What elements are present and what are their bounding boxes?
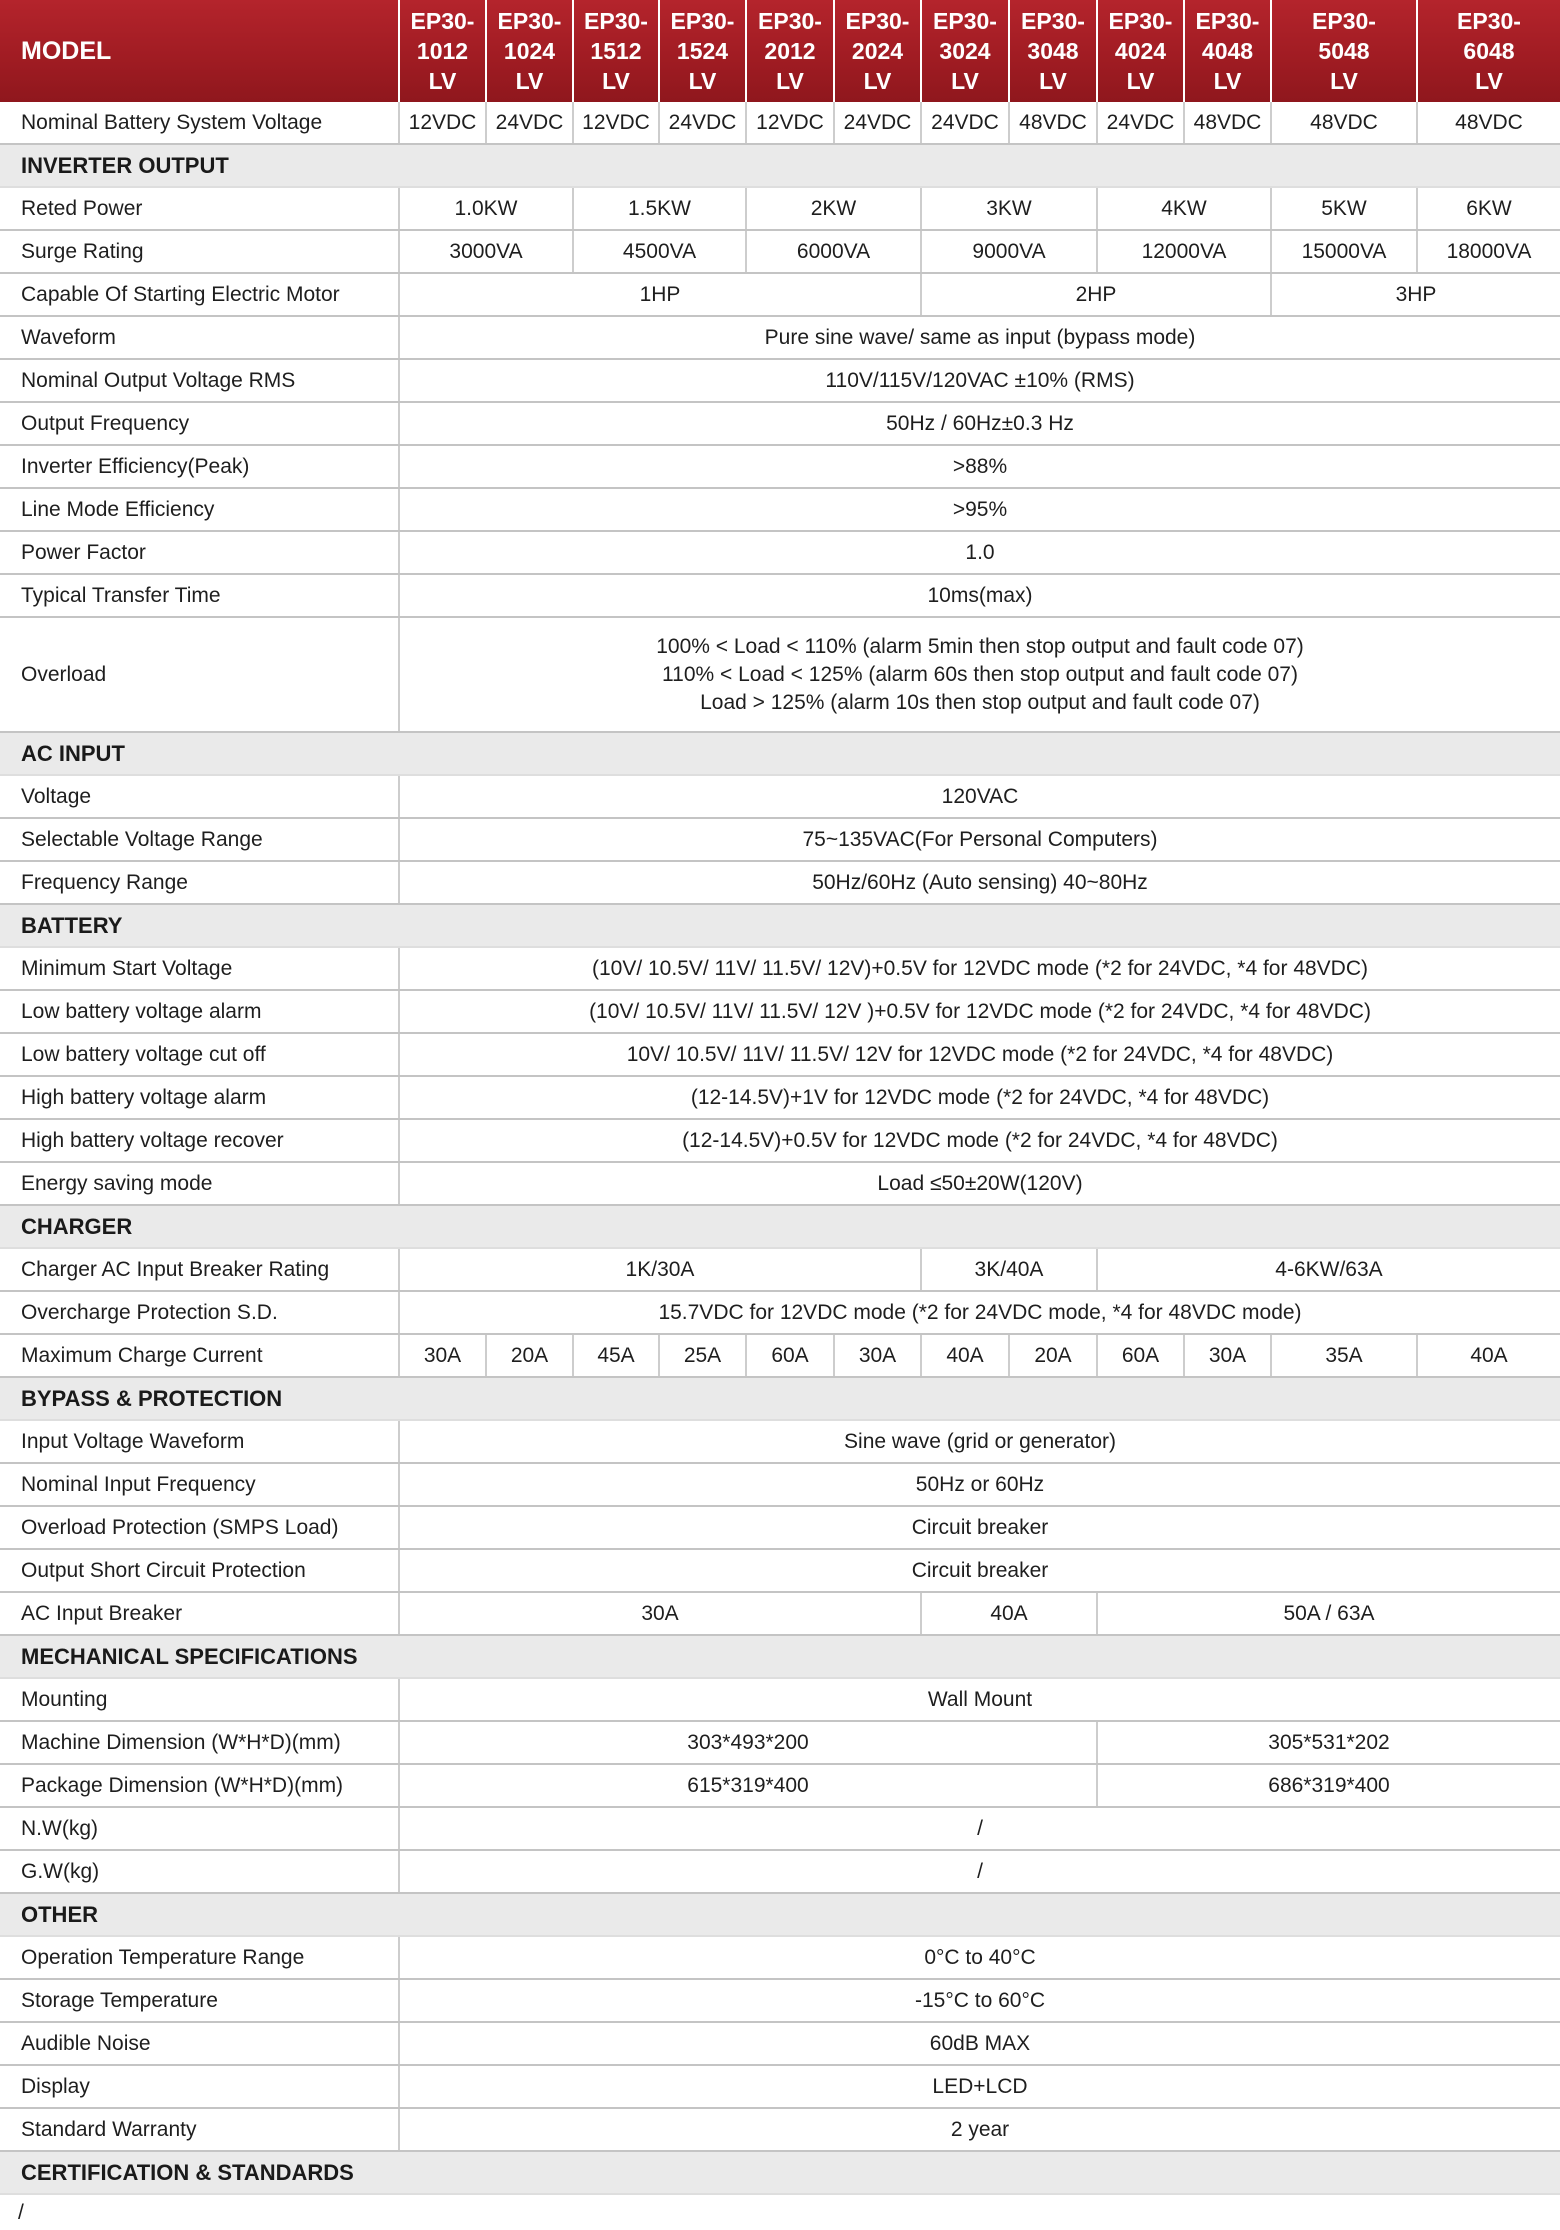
spec-value: Sine wave (grid or generator) xyxy=(398,1421,1560,1462)
spec-value: 48VDC xyxy=(1008,102,1096,143)
spec-row-charger-breaker-rating xyxy=(0,1249,1560,1292)
model-column-header xyxy=(1183,0,1270,102)
spec-value: 50Hz / 60Hz±0.3 Hz xyxy=(398,403,1560,444)
spec-value: Load ≤50±20W(120V) xyxy=(398,1163,1560,1204)
spec-row-rated-power xyxy=(0,188,1560,231)
spec-label: Selectable Voltage Range xyxy=(21,827,263,851)
spec-label: Storage Temperature xyxy=(21,1988,218,2012)
model-column-header xyxy=(833,0,920,102)
model-column-header xyxy=(572,0,658,102)
spec-value: 15.7VDC for 12VDC mode (*2 for 24VDC mode, *4 for 48VDC mode) xyxy=(398,1292,1560,1333)
spec-label: Line Mode Efficiency xyxy=(21,497,215,521)
spec-row-input-voltage xyxy=(0,776,1560,819)
model-column-header xyxy=(658,0,745,102)
spec-value: 2HP xyxy=(920,274,1270,315)
spec-label: Charger AC Input Breaker Rating xyxy=(21,1257,330,1281)
spec-value: Pure sine wave/ same as input (bypass mode) xyxy=(398,317,1560,358)
spec-row-low-battery-alarm xyxy=(0,991,1560,1034)
section-heading-charger: CHARGER xyxy=(0,1206,1560,1249)
spec-value: 1.0KW xyxy=(398,188,572,229)
spec-value: 20A xyxy=(485,1335,572,1376)
spec-value: 18000VA xyxy=(1416,231,1560,272)
section-heading-ac-input: AC INPUT xyxy=(0,733,1560,776)
spec-row-high-battery-alarm xyxy=(0,1077,1560,1120)
spec-value: 2 year xyxy=(398,2109,1560,2150)
spec-label: Typical Transfer Time xyxy=(21,583,221,607)
spec-label: Minimum Start Voltage xyxy=(21,956,233,980)
spec-row-net-weight xyxy=(0,1808,1560,1851)
model-number: 4024 xyxy=(1114,38,1167,64)
spec-label: Capable Of Starting Electric Motor xyxy=(21,282,340,306)
model-column-header xyxy=(920,0,1008,102)
spec-value: 12VDC xyxy=(745,102,833,143)
section-heading-battery: BATTERY xyxy=(0,905,1560,948)
spec-value: 75~135VAC(For Personal Computers) xyxy=(398,819,1560,860)
spec-value: 4500VA xyxy=(572,231,745,272)
model-column-header xyxy=(1270,0,1416,102)
spec-value: 45A xyxy=(572,1335,658,1376)
spec-value: >95% xyxy=(398,489,1560,530)
spec-value: 24VDC xyxy=(833,102,920,143)
model-column-header xyxy=(1008,0,1096,102)
spec-value: 1.5KW xyxy=(572,188,745,229)
spec-value: 12VDC xyxy=(572,102,658,143)
model-number: 3048 xyxy=(1027,38,1079,64)
spec-value: 305*531*202 xyxy=(1096,1722,1560,1763)
spec-row-certification xyxy=(0,2195,1560,2230)
spec-value: 30A xyxy=(1183,1335,1270,1376)
overload-line: Load > 125% (alarm 10s then stop output and fault code 07) xyxy=(700,690,1260,714)
section-heading-certification: CERTIFICATION & STANDARDS xyxy=(0,2152,1560,2195)
model-series: EP30- xyxy=(670,8,735,34)
spec-label: Frequency Range xyxy=(21,870,188,894)
spec-row-energy-saving-mode xyxy=(0,1163,1560,1206)
spec-value: 3K/40A xyxy=(920,1249,1096,1290)
spec-row-ac-input-breaker xyxy=(0,1593,1560,1636)
model-suffix: LV xyxy=(1330,68,1358,94)
spec-value: 4KW xyxy=(1096,188,1270,229)
spec-label: Overload xyxy=(21,662,107,686)
spec-value: 48VDC xyxy=(1270,102,1416,143)
spec-value: 20A xyxy=(1008,1335,1096,1376)
spec-label: Overcharge Protection S.D. xyxy=(21,1300,278,1324)
spec-label: Low battery voltage alarm xyxy=(21,999,262,1023)
spec-value: 40A xyxy=(920,1335,1008,1376)
spec-value: Wall Mount xyxy=(398,1679,1560,1720)
model-number: 5048 xyxy=(1318,38,1370,64)
spec-value: 40A xyxy=(1416,1335,1560,1376)
spec-value: 12000VA xyxy=(1096,231,1270,272)
spec-value: 3KW xyxy=(920,188,1096,229)
spec-row-minimum-start-voltage xyxy=(0,948,1560,991)
spec-row-display xyxy=(0,2066,1560,2109)
spec-value: 5KW xyxy=(1270,188,1416,229)
spec-label: Waveform xyxy=(21,325,116,349)
spec-label: Package Dimension (W*H*D)(mm) xyxy=(21,1773,344,1797)
spec-label: High battery voltage recover xyxy=(21,1128,284,1152)
spec-value: 48VDC xyxy=(1416,102,1560,143)
spec-label: Display xyxy=(21,2074,90,2098)
model-suffix: LV xyxy=(863,68,892,94)
spec-row-operation-temperature xyxy=(0,1937,1560,1980)
spec-label: Standard Warranty xyxy=(21,2117,197,2141)
model-number: 1024 xyxy=(503,38,556,64)
spec-value: 686*319*400 xyxy=(1096,1765,1560,1806)
spec-value: 2KW xyxy=(745,188,920,229)
model-series: EP30- xyxy=(758,8,822,34)
spec-row-power-factor xyxy=(0,532,1560,575)
spec-value: / xyxy=(398,1808,1560,1849)
spec-label: Mounting xyxy=(21,1687,108,1711)
spec-value: 15000VA xyxy=(1270,231,1416,272)
spec-label: Power Factor xyxy=(21,540,146,564)
spec-label: Nominal Input Frequency xyxy=(21,1472,256,1496)
spec-value: 9000VA xyxy=(920,231,1096,272)
spec-label: Output Short Circuit Protection xyxy=(21,1558,306,1582)
model-column-header xyxy=(398,0,485,102)
spec-row-nominal-output-voltage xyxy=(0,360,1560,403)
spec-value: 615*319*400 xyxy=(398,1765,1096,1806)
model-series: EP30- xyxy=(1108,8,1173,34)
spec-row-package-dimension xyxy=(0,1765,1560,1808)
model-column-header xyxy=(1416,0,1560,102)
spec-value: 6000VA xyxy=(745,231,920,272)
spec-value: Circuit breaker xyxy=(398,1550,1560,1591)
spec-label: Overload Protection (SMPS Load) xyxy=(21,1515,339,1539)
model-suffix: LV xyxy=(951,68,979,94)
spec-value: (12-14.5V)+1V for 12VDC mode (*2 for 24VDC, *4 for 48VDC) xyxy=(398,1077,1560,1118)
model-series: EP30- xyxy=(584,8,648,34)
spec-label: Operation Temperature Range xyxy=(21,1945,305,1969)
spec-row-low-battery-cutoff xyxy=(0,1034,1560,1077)
spec-value: 10ms(max) xyxy=(398,575,1560,616)
model-suffix: LV xyxy=(688,68,717,94)
spec-value: 24VDC xyxy=(658,102,745,143)
model-number: 3024 xyxy=(939,38,991,64)
model-column-header xyxy=(1096,0,1183,102)
spec-label: Machine Dimension (W*H*D)(mm) xyxy=(21,1730,341,1754)
model-series: EP30- xyxy=(1195,8,1260,34)
spec-value xyxy=(398,618,1560,731)
model-suffix: LV xyxy=(776,68,804,94)
spec-value: 50Hz or 60Hz xyxy=(398,1464,1560,1505)
spec-label: Input Voltage Waveform xyxy=(21,1429,245,1453)
spec-value: 1HP xyxy=(398,274,920,315)
spec-value: 25A xyxy=(658,1335,745,1376)
spec-value: 30A xyxy=(833,1335,920,1376)
spec-row-maximum-charge-current xyxy=(0,1335,1560,1378)
spec-label: High battery voltage alarm xyxy=(21,1085,267,1109)
model-number: 4048 xyxy=(1201,38,1254,64)
spec-row-overload-protection xyxy=(0,1507,1560,1550)
model-number: 1524 xyxy=(676,38,729,64)
model-number: 1012 xyxy=(416,38,469,64)
spec-label: Energy saving mode xyxy=(21,1171,213,1195)
model-column-header xyxy=(485,0,572,102)
spec-value: 50Hz/60Hz (Auto sensing) 40~80Hz xyxy=(398,862,1560,903)
model-series: EP30- xyxy=(1021,8,1085,34)
spec-row-machine-dimension xyxy=(0,1722,1560,1765)
spec-row-storage-temperature xyxy=(0,1980,1560,2023)
spec-row-inverter-efficiency xyxy=(0,446,1560,489)
model-series: EP30- xyxy=(410,8,475,34)
model-number: 2012 xyxy=(764,38,816,64)
section-heading-bypass-protection: BYPASS & PROTECTION xyxy=(0,1378,1560,1421)
spec-row-audible-noise xyxy=(0,2023,1560,2066)
spec-value: -15°C to 60°C xyxy=(398,1980,1560,2021)
spec-value: / xyxy=(398,1851,1560,1892)
spec-label: G.W(kg) xyxy=(21,1859,100,1883)
spec-label: Output Frequency xyxy=(21,411,190,435)
spec-value: 40A xyxy=(920,1593,1096,1634)
spec-value: 10V/ 10.5V/ 11V/ 11.5V/ 12V for 12VDC mode (*2 for 24VDC, *4 for 48VDC) xyxy=(398,1034,1560,1075)
model-suffix: LV xyxy=(1213,68,1242,94)
spec-label: Audible Noise xyxy=(21,2031,151,2055)
spec-value: 110V/115V/120VAC ±10% (RMS) xyxy=(398,360,1560,401)
spec-row-selectable-voltage-range xyxy=(0,819,1560,862)
model-suffix: LV xyxy=(515,68,544,94)
spec-value: >88% xyxy=(398,446,1560,487)
model-series: EP30- xyxy=(497,8,562,34)
spec-value: (10V/ 10.5V/ 11V/ 11.5V/ 12V )+0.5V for 12VDC mode (*2 for 24VDC, *4 for 48VDC) xyxy=(398,991,1560,1032)
spec-value: 50A / 63A xyxy=(1096,1593,1560,1634)
spec-value: 0°C to 40°C xyxy=(398,1937,1560,1978)
spec-value: 1K/30A xyxy=(398,1249,920,1290)
spec-row-high-battery-recover xyxy=(0,1120,1560,1163)
spec-value: LED+LCD xyxy=(398,2066,1560,2107)
section-heading-inverter-output: INVERTER OUTPUT xyxy=(0,145,1560,188)
spec-row-input-voltage-waveform xyxy=(0,1421,1560,1464)
spec-row-standard-warranty xyxy=(0,2109,1560,2152)
model-number: 1512 xyxy=(590,38,642,64)
spec-value: 60A xyxy=(1096,1335,1183,1376)
spec-row-overload xyxy=(0,618,1560,733)
model-header-label: MODEL xyxy=(21,37,112,65)
spec-value: 30A xyxy=(398,1335,485,1376)
spec-row-frequency-range xyxy=(0,862,1560,905)
spec-label: Nominal Battery System Voltage xyxy=(21,110,323,134)
model-column-header xyxy=(745,0,833,102)
model-suffix: LV xyxy=(1039,68,1067,94)
spec-value: 48VDC xyxy=(1183,102,1270,143)
spec-label: / xyxy=(18,2200,24,2224)
spec-value: 120VAC xyxy=(398,776,1560,817)
model-suffix: LV xyxy=(1475,68,1503,94)
spec-label: Voltage xyxy=(21,784,92,808)
spec-value: (10V/ 10.5V/ 11V/ 11.5V/ 12V)+0.5V for 12VDC mode (*2 for 24VDC, *4 for 48VDC) xyxy=(398,948,1560,989)
section-heading-mechanical: MECHANICAL SPECIFICATIONS xyxy=(0,1636,1560,1679)
spec-value: 24VDC xyxy=(920,102,1008,143)
model-header-row xyxy=(0,0,1560,102)
spec-row-line-mode-efficiency xyxy=(0,489,1560,532)
section-heading-other: OTHER xyxy=(0,1894,1560,1937)
spec-label: Surge Rating xyxy=(21,239,144,263)
spec-row-nominal-battery-voltage xyxy=(0,102,1560,145)
model-suffix: LV xyxy=(428,68,457,94)
spec-row-gross-weight xyxy=(0,1851,1560,1894)
spec-value: 6KW xyxy=(1416,188,1560,229)
spec-row-mounting xyxy=(0,1679,1560,1722)
spec-row-overcharge-protection xyxy=(0,1292,1560,1335)
spec-value: 60A xyxy=(745,1335,833,1376)
spec-value: 3HP xyxy=(1270,274,1560,315)
spec-value: 24VDC xyxy=(1096,102,1183,143)
overload-line: 110% < Load < 125% (alarm 60s then stop output and fault code 07) xyxy=(662,662,1298,686)
spec-row-output-frequency xyxy=(0,403,1560,446)
spec-value: 3000VA xyxy=(398,231,572,272)
spec-value: 30A xyxy=(398,1593,920,1634)
spec-label: Inverter Efficiency(Peak) xyxy=(21,454,250,478)
spec-row-transfer-time xyxy=(0,575,1560,618)
spec-label: N.W(kg) xyxy=(21,1816,98,1840)
spec-label: Reted Power xyxy=(21,196,143,220)
spec-row-nominal-input-frequency xyxy=(0,1464,1560,1507)
spec-value: (12-14.5V)+0.5V for 12VDC mode (*2 for 24VDC, *4 for 48VDC) xyxy=(398,1120,1560,1161)
spec-label: Low battery voltage cut off xyxy=(21,1042,266,1066)
spec-value: 12VDC xyxy=(398,102,485,143)
spec-row-short-circuit-protection xyxy=(0,1550,1560,1593)
spec-row-motor-starting xyxy=(0,274,1560,317)
spec-label: Nominal Output Voltage RMS xyxy=(21,368,296,392)
spec-value: Circuit breaker xyxy=(398,1507,1560,1548)
spec-row-waveform xyxy=(0,317,1560,360)
overload-line: 100% < Load < 110% (alarm 5min then stop output and fault code 07) xyxy=(656,634,1304,658)
model-series: EP30- xyxy=(933,8,997,34)
spec-label: Maximum Charge Current xyxy=(21,1343,263,1367)
spec-label: AC Input Breaker xyxy=(21,1601,183,1625)
spec-value: 1.0 xyxy=(398,532,1560,573)
model-series: EP30- xyxy=(1457,8,1521,34)
model-suffix: LV xyxy=(602,68,630,94)
model-number: 2024 xyxy=(851,38,904,64)
spec-row-surge-rating xyxy=(0,231,1560,274)
model-suffix: LV xyxy=(1126,68,1155,94)
spec-value: 60dB MAX xyxy=(398,2023,1560,2064)
model-series: EP30- xyxy=(845,8,910,34)
model-number: 6048 xyxy=(1463,38,1515,64)
spec-value: 35A xyxy=(1270,1335,1416,1376)
spec-value: 24VDC xyxy=(485,102,572,143)
spec-value: 303*493*200 xyxy=(398,1722,1096,1763)
model-series: EP30- xyxy=(1312,8,1376,34)
spec-value: 4-6KW/63A xyxy=(1096,1249,1560,1290)
